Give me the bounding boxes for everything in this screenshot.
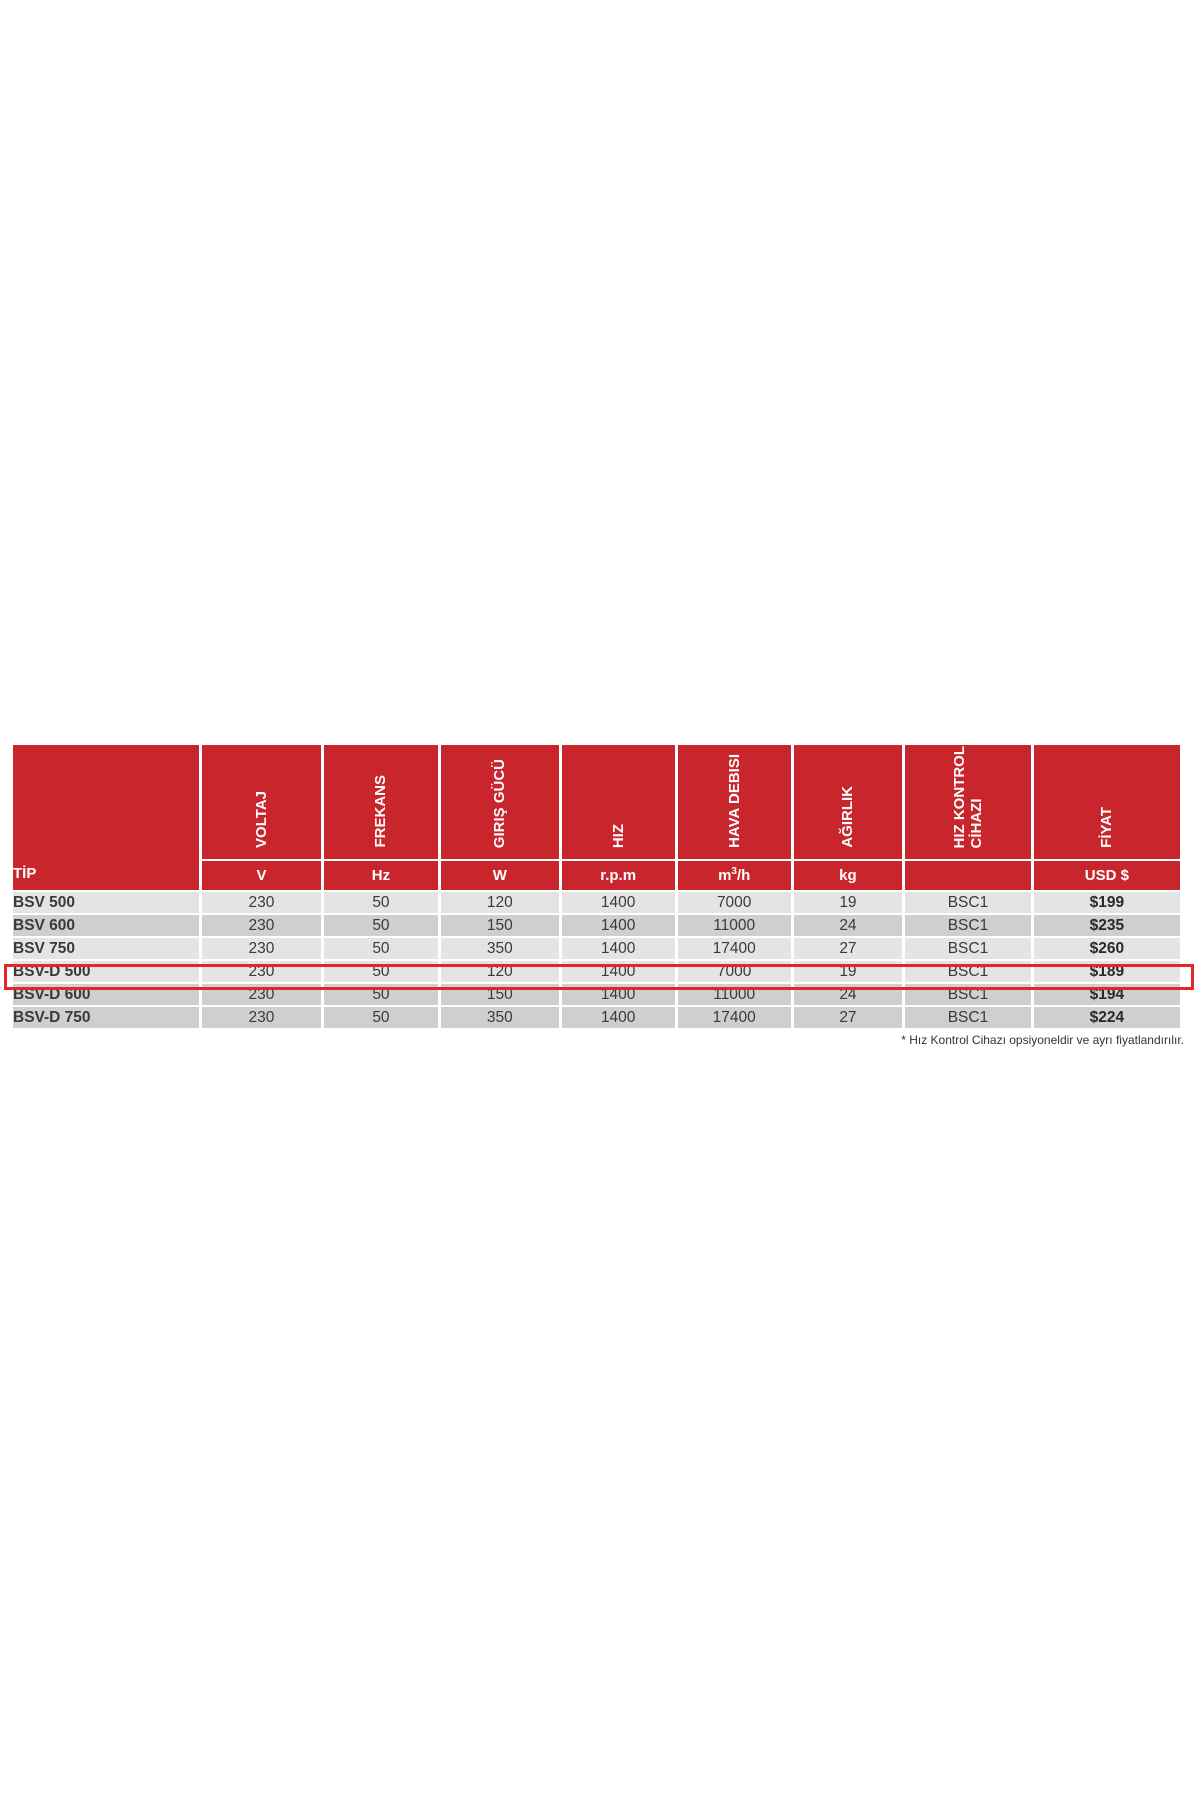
cell-airflow: 17400 xyxy=(678,1005,791,1028)
header-airflow-label: HAVA DEBISI xyxy=(725,754,743,848)
cell-speed: 1400 xyxy=(562,890,675,913)
header-weight-label: AĞIRLIK xyxy=(839,786,857,848)
unit-voltage: V xyxy=(202,859,321,890)
unit-frequency: Hz xyxy=(324,859,438,890)
cell-weight: 19 xyxy=(794,890,902,913)
cell-weight: 24 xyxy=(794,913,902,936)
header-power xyxy=(441,745,559,859)
cell-price: $189 xyxy=(1034,959,1180,982)
table-row xyxy=(13,982,1180,1005)
cell-weight: 27 xyxy=(794,936,902,959)
header-speed-label: HIZ xyxy=(609,823,627,848)
cell-voltage: 230 xyxy=(202,936,321,959)
header-voltage xyxy=(202,745,321,859)
cell-controller: BSC1 xyxy=(905,936,1031,959)
table-row xyxy=(13,913,1180,936)
cell-airflow: 11000 xyxy=(678,913,791,936)
cell-frequency: 50 xyxy=(324,982,438,1005)
cell-airflow: 11000 xyxy=(678,982,791,1005)
cell-speed: 1400 xyxy=(562,936,675,959)
unit-price: USD $ xyxy=(1034,859,1180,890)
cell-price: $260 xyxy=(1034,936,1180,959)
cell-power: 150 xyxy=(441,982,559,1005)
cell-controller: BSC1 xyxy=(905,959,1031,982)
cell-voltage: 230 xyxy=(202,1005,321,1028)
cell-speed: 1400 xyxy=(562,982,675,1005)
cell-price: $199 xyxy=(1034,890,1180,913)
cell-weight: 19 xyxy=(794,959,902,982)
cell-weight: 24 xyxy=(794,982,902,1005)
cell-voltage: 230 xyxy=(202,982,321,1005)
header-speed xyxy=(562,745,675,859)
spec-table xyxy=(10,745,1183,1028)
header-row xyxy=(13,745,1180,859)
header-controller xyxy=(905,745,1031,859)
header-controller-label xyxy=(951,746,985,849)
unit-airflow xyxy=(678,859,791,890)
unit-power: W xyxy=(441,859,559,890)
cell-frequency: 50 xyxy=(324,1005,438,1028)
header-airflow xyxy=(678,745,791,859)
footnote: * Hız Kontrol Cihazı opsiyoneldir ve ayrı fiyatlandırılır. xyxy=(901,1033,1184,1047)
cell-airflow: 7000 xyxy=(678,959,791,982)
unit-airflow-sup: 3 xyxy=(731,866,737,877)
cell-power: 150 xyxy=(441,913,559,936)
cell-speed: 1400 xyxy=(562,913,675,936)
cell-frequency: 50 xyxy=(324,936,438,959)
cell-type: BSV 500 xyxy=(13,890,199,913)
type-header xyxy=(13,745,199,890)
cell-voltage: 230 xyxy=(202,959,321,982)
type-header-label: TİP xyxy=(13,865,37,882)
cell-controller: BSC1 xyxy=(905,1005,1031,1028)
header-power-label: GIRIŞ GÜCÜ xyxy=(491,758,509,848)
cell-speed: 1400 xyxy=(562,1005,675,1028)
cell-voltage: 230 xyxy=(202,913,321,936)
cell-controller: BSC1 xyxy=(905,982,1031,1005)
header-controller-line1: HIZ KONTROL xyxy=(950,745,968,848)
cell-power: 350 xyxy=(441,1005,559,1028)
cell-price: $235 xyxy=(1034,913,1180,936)
table-row xyxy=(13,890,1180,913)
header-weight xyxy=(794,745,902,859)
unit-airflow-base: m xyxy=(718,867,732,884)
header-frequency xyxy=(324,745,438,859)
cell-type: BSV-D 500 xyxy=(13,959,199,982)
cell-type: BSV 750 xyxy=(13,936,199,959)
header-price-label: FİYAT xyxy=(1098,807,1116,848)
cell-type: BSV 600 xyxy=(13,913,199,936)
unit-controller xyxy=(905,859,1031,890)
header-voltage-label: VOLTAJ xyxy=(252,791,270,848)
cell-airflow: 7000 xyxy=(678,890,791,913)
unit-weight: kg xyxy=(794,859,902,890)
cell-speed: 1400 xyxy=(562,959,675,982)
cell-airflow: 17400 xyxy=(678,936,791,959)
header-price xyxy=(1034,745,1180,859)
cell-power: 120 xyxy=(441,890,559,913)
table-row xyxy=(13,1005,1180,1028)
header-frequency-label: FREKANS xyxy=(372,775,390,848)
cell-frequency: 50 xyxy=(324,913,438,936)
table-row xyxy=(13,936,1180,959)
unit-airflow-tail: /h xyxy=(736,867,751,884)
cell-frequency: 50 xyxy=(324,959,438,982)
cell-controller: BSC1 xyxy=(905,913,1031,936)
cell-price: $194 xyxy=(1034,982,1180,1005)
cell-type: BSV-D 600 xyxy=(13,982,199,1005)
cell-price: $224 xyxy=(1034,1005,1180,1028)
cell-power: 350 xyxy=(441,936,559,959)
table-row-highlighted xyxy=(13,959,1180,982)
cell-weight: 27 xyxy=(794,1005,902,1028)
cell-power: 120 xyxy=(441,959,559,982)
cell-type: BSV-D 750 xyxy=(13,1005,199,1028)
cell-voltage: 230 xyxy=(202,890,321,913)
cell-controller: BSC1 xyxy=(905,890,1031,913)
unit-speed: r.p.m xyxy=(562,859,675,890)
header-controller-line2: CİHAZI xyxy=(967,798,985,848)
cell-frequency: 50 xyxy=(324,890,438,913)
